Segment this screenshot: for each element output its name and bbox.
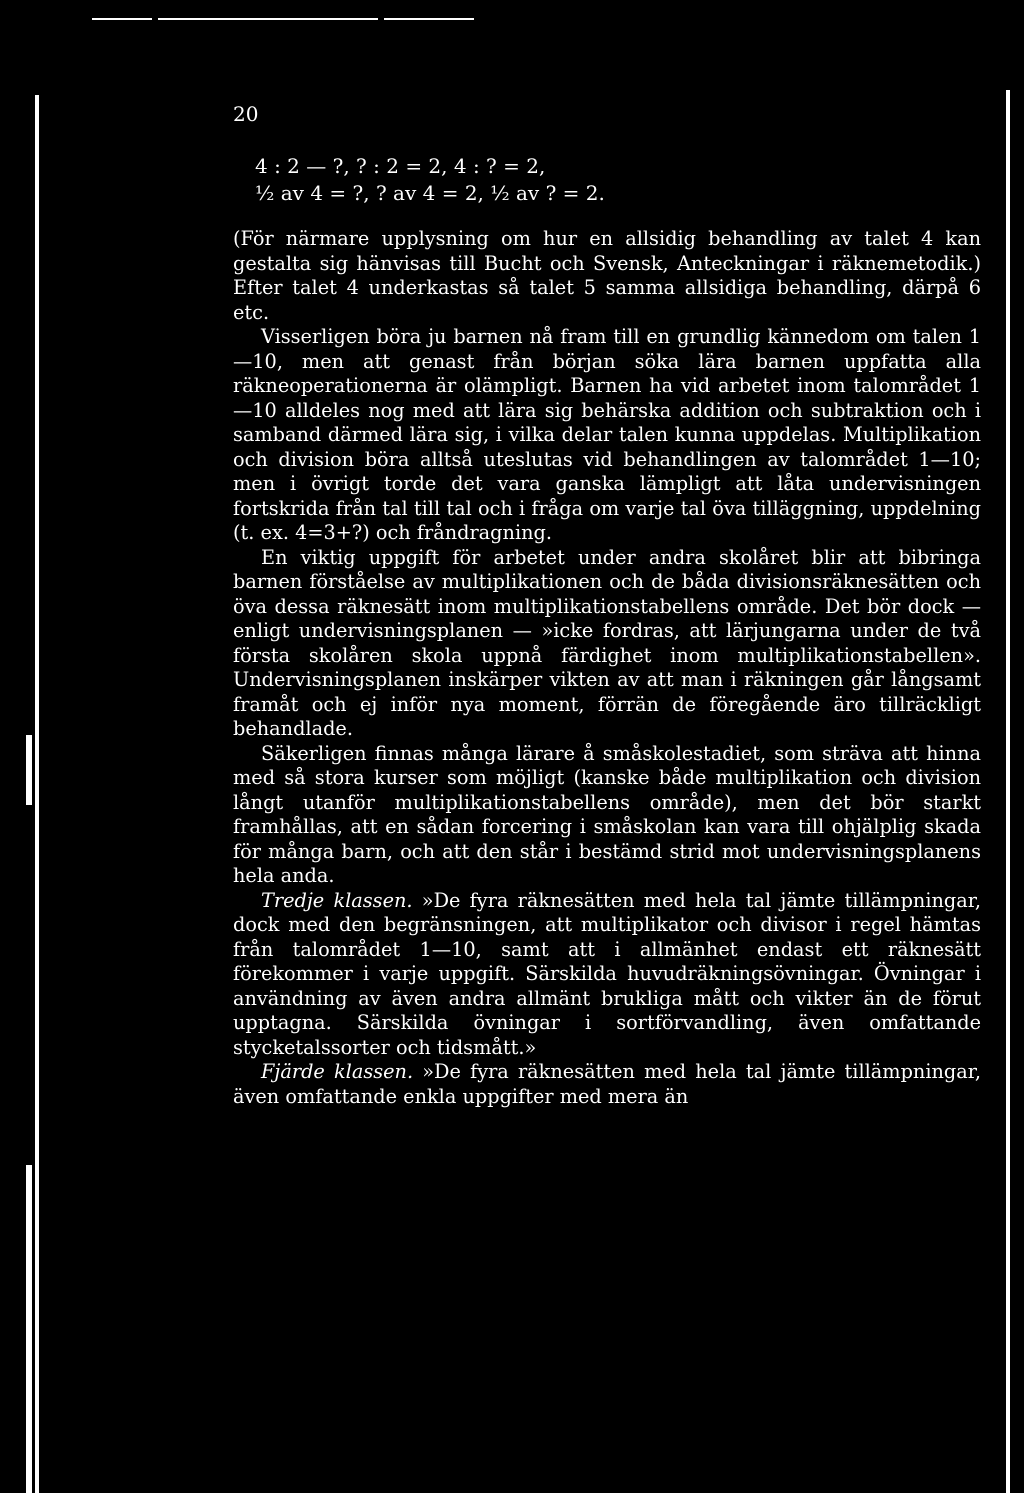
- section-lead: Tredje klassen.: [261, 888, 413, 912]
- paragraph: Säkerligen finnas många lärare å småskolestadiet, som sträva att hinna med så stora kurser som möjligt (kanske både multiplikation och division långt utanför multiplikationstabellens område), men det bör starkt framhållas, att en sådan forcering i småskolan kan vara till ohjälplig skada för många barn, och att den står i bestämd strid mot undervisningsplanens hela anda.: [233, 741, 981, 887]
- paragraph-text: »De fyra räknesätten med hela tal jämte tillämpningar, även omfattande enkla uppgifter med mera än: [233, 1060, 981, 1108]
- paragraph: [233, 889, 981, 1061]
- paragraph: Visserligen böra ju barnen nå fram till en grundlig kännedom om talen 1—10, men att genast från början söka lära barnen uppfatta alla räkneoperationerna är olämpligt. Barnen ha vid arbetet inom talområdet 1—10 alldeles nog med att lära sig behärska addition och subtraktion och i samband därmed lära sig, i vilka delar talen kunna uppdelas. Multiplikation och division böra alltså uteslutas vid behandlingen av talområdet 1—10; men i övrigt torde det vara ganska lämpligt att låta undervisningen fortskrida från tal till tal och i fråga om varje tal öva tilläggning, uppdelning (t. ex. 4=3+?) och fråndragning.: [233, 325, 981, 544]
- margin-bar-3: [26, 1165, 32, 1493]
- top-rule-2: [158, 18, 378, 20]
- margin-bar-right: [1006, 90, 1010, 1493]
- margin-bar-1: [35, 95, 39, 1493]
- formula-block: [255, 153, 981, 207]
- paragraph: En viktig uppgift för arbetet under andra skolåret blir att bibringa barnen förståelse av multiplikationen och de båda divisionsräknesätten och öva dessa räknesätt inom multiplikationstabellens område. Det bör dock — enligt undervisningsplanen — »icke fordras, att lärjungarna under de två första skolåren skola uppnå färdighet inom multiplikationstabellen». Undervisningsplanen inskärper vikten av att man i räkningen går långsamt framåt och ej inför nya moment, förrän de föregående äro tillräckligt behandlade.: [233, 545, 981, 740]
- page-number: 20: [233, 102, 259, 126]
- formula-line: 4 : 2 — ?, ? : 2 = 2, 4 : ? = 2,: [255, 154, 546, 178]
- paragraph-text: »De fyra räknesätten med hela tal jämte tillämpningar, dock med den begränsningen, att multiplikator och divisor i regel hämtas från talområdet 1—10, samt att i allmänhet endast ett räknesätt förekommer i varje uppgift. Särskilda huvudräkningsövningar. Övningar i användning av även andra allmänt brukliga mått och vikter än de förut upptagna. Särskilda övningar i sortförvandling, även omfattande stycketalssorter och tidsmått.»: [233, 888, 981, 1059]
- paragraph: (För närmare upplysning om hur en allsidig behandling av talet 4 kan gestalta sig hänvisas till Bucht och Svensk, Anteckningar i räknemetodik.) Efter talet 4 underkastas så talet 5 samma allsidiga behandling, därpå 6 etc.: [233, 227, 981, 324]
- top-rule-1: [92, 18, 152, 20]
- section-lead: Fjärde klassen.: [261, 1060, 414, 1083]
- top-rule-3: [384, 18, 474, 20]
- paragraph: [233, 1060, 981, 1109]
- book-page: [233, 100, 981, 1109]
- margin-bar-2: [26, 735, 32, 805]
- body-text: [233, 227, 981, 1109]
- formula-line: ½ av 4 = ?, ? av 4 = 2, ½ av ? = 2.: [255, 181, 605, 205]
